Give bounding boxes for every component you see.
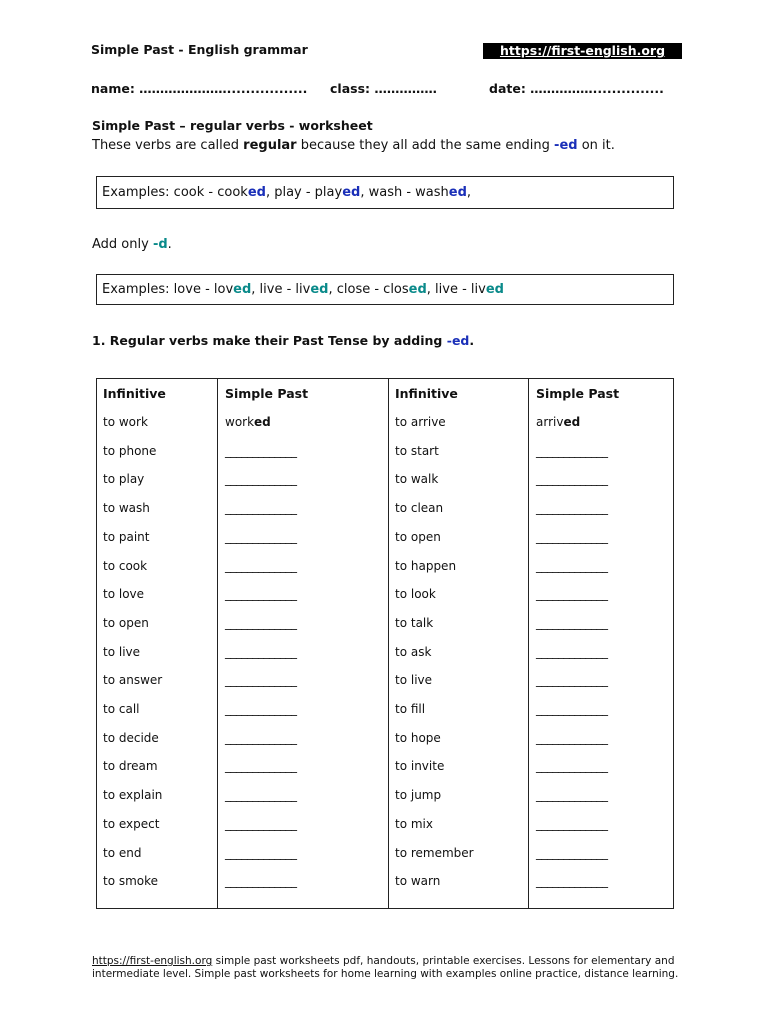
left-infinitive: to wash: [103, 501, 150, 516]
column-divider: [528, 379, 529, 908]
name-field: name: ………………….................: [91, 81, 308, 96]
left-answer-blank[interactable]: _____________: [225, 702, 297, 716]
right-simple-past-example: [536, 415, 580, 429]
example-suffix: ed: [563, 415, 581, 429]
exercise-title: [92, 333, 474, 348]
example-text: Examples: cook - cook: [102, 185, 248, 200]
example-text: , live - liv: [251, 282, 311, 297]
add-only-end: .: [167, 237, 172, 252]
left-infinitive: to explain: [103, 788, 163, 803]
right-infinitive: to fill: [395, 702, 426, 716]
right-infinitive: to happen: [395, 558, 457, 573]
example-text: ,: [466, 185, 472, 200]
left-answer-blank[interactable]: _____________: [225, 759, 297, 774]
right-infinitive: to clean: [395, 501, 444, 516]
example-suffix: ed: [448, 185, 467, 200]
right-infinitive: to walk: [395, 472, 439, 487]
left-answer-blank[interactable]: _____________: [225, 587, 297, 602]
header-simple-past: Simple Past: [225, 386, 309, 401]
section-title: Simple Past – regular verbs - worksheet: [92, 118, 373, 133]
column-divider: [388, 379, 389, 908]
example-stem: work: [225, 415, 255, 429]
left-infinitive: to love: [103, 587, 145, 602]
left-infinitive: to smoke: [103, 874, 159, 889]
example-text: , play - play: [265, 185, 343, 200]
date-field: date: ……………...............: [489, 81, 664, 96]
right-infinitive: to open: [395, 529, 441, 544]
example-suffix: ed: [342, 185, 361, 200]
left-answer-blank[interactable]: _____________: [225, 788, 297, 803]
exercise-title-end: .: [469, 333, 475, 348]
left-infinitive: to cook: [103, 558, 148, 573]
intro-bold-word: regular: [243, 138, 297, 153]
right-answer-blank[interactable]: _____________: [536, 874, 608, 889]
left-infinitive: to phone: [103, 443, 157, 458]
right-answer-blank[interactable]: _____________: [536, 558, 608, 573]
example-suffix: ed: [408, 282, 427, 297]
right-answer-blank[interactable]: _____________: [536, 816, 608, 831]
exercise-title-text: 1. Regular verbs make their Past Tense by adding: [92, 333, 447, 348]
left-infinitive: to call: [103, 702, 140, 716]
example-text: Examples: love - lov: [102, 282, 234, 297]
right-infinitive: to hope: [395, 730, 441, 745]
left-answer-blank[interactable]: _____________: [225, 472, 297, 487]
exercise-title-ending: -ed: [446, 333, 470, 348]
header-infinitive: Infinitive: [103, 386, 166, 401]
example-suffix: ed: [233, 282, 252, 297]
left-infinitive: to dream: [103, 759, 158, 774]
example-text: , wash - wash: [360, 185, 449, 200]
left-infinitive: to end: [103, 845, 142, 860]
example-suffix: ed: [247, 185, 266, 200]
right-infinitive: to remember: [395, 845, 474, 860]
right-answer-blank[interactable]: _____________: [536, 759, 608, 774]
right-infinitive: to jump: [395, 788, 442, 803]
right-infinitive: to arrive: [395, 415, 446, 429]
page-title: Simple Past - English grammar: [91, 42, 308, 57]
right-infinitive: to mix: [395, 816, 433, 831]
left-infinitive: to live: [103, 644, 141, 659]
example-text: , close - clos: [328, 282, 409, 297]
example-suffix: ed: [485, 282, 504, 297]
footer-link[interactable]: https://first-english.org: [92, 955, 213, 967]
add-only-ending: -d: [152, 237, 168, 252]
left-answer-blank[interactable]: _____________: [225, 816, 297, 831]
right-infinitive: to ask: [395, 644, 432, 659]
class-field: class: ……………: [330, 81, 437, 96]
intro-ending: -ed: [554, 138, 578, 153]
right-answer-blank[interactable]: _____________: [536, 472, 608, 487]
right-infinitive: to warn: [395, 874, 441, 889]
example-suffix: ed: [254, 415, 271, 429]
left-answer-blank[interactable]: _____________: [225, 644, 297, 659]
site-url-text[interactable]: https://first-english.org: [499, 43, 666, 58]
left-simple-past-example: [225, 415, 271, 429]
left-answer-blank[interactable]: _____________: [225, 874, 297, 889]
example-text: , live - liv: [426, 282, 486, 297]
right-infinitive: to talk: [395, 615, 434, 630]
left-answer-blank[interactable]: _____________: [225, 845, 297, 860]
right-answer-blank[interactable]: _____________: [536, 673, 608, 688]
left-infinitive: to paint: [103, 529, 150, 544]
column-divider: [217, 379, 218, 908]
left-infinitive: to play: [103, 472, 145, 487]
right-answer-blank[interactable]: _____________: [536, 845, 608, 860]
footer-note: [92, 955, 682, 981]
header-simple-past: Simple Past: [536, 386, 620, 401]
right-infinitive: to look: [395, 587, 436, 602]
right-answer-blank[interactable]: _____________: [536, 587, 608, 602]
examples-box-d: [96, 274, 674, 305]
header-infinitive: Infinitive: [395, 386, 458, 401]
examples-box-regular: [96, 176, 674, 209]
left-answer-blank[interactable]: _____________: [225, 558, 297, 573]
right-answer-blank[interactable]: _____________: [536, 529, 608, 544]
add-only-note: [92, 237, 172, 252]
left-answer-blank[interactable]: _____________: [225, 730, 297, 745]
left-infinitive: to decide: [103, 730, 159, 745]
right-answer-blank[interactable]: _____________: [536, 644, 608, 659]
left-infinitive: to expect: [103, 816, 160, 831]
verb-table: [96, 378, 674, 909]
right-infinitive: to live: [395, 673, 433, 688]
intro-text: These verbs are called: [92, 138, 244, 153]
left-answer-blank[interactable]: _____________: [225, 443, 297, 458]
add-only-text: Add only: [92, 237, 153, 252]
intro-text-mid: because they all add the same ending: [296, 138, 555, 153]
right-answer-blank[interactable]: _____________: [536, 730, 608, 745]
right-answer-blank[interactable]: _____________: [536, 702, 608, 716]
left-infinitive: to open: [103, 615, 149, 630]
left-infinitive: to answer: [103, 673, 163, 688]
right-infinitive: to start: [395, 443, 439, 458]
left-answer-blank[interactable]: _____________: [225, 529, 297, 544]
left-answer-blank[interactable]: _____________: [225, 615, 297, 630]
intro-paragraph: [92, 138, 615, 153]
footer-text: simple past worksheets pdf, handouts, printable exercises. Lessons for elementary and intermediate level. Simple past worksheets for home learning with examples online practice, distance learning.: [92, 955, 679, 980]
left-infinitive: to work: [103, 415, 148, 429]
example-stem: arriv: [536, 415, 564, 429]
right-answer-blank[interactable]: _____________: [536, 501, 608, 516]
right-answer-blank[interactable]: _____________: [536, 615, 608, 630]
intro-text-end: on it.: [577, 138, 615, 153]
right-answer-blank[interactable]: _____________: [536, 788, 608, 803]
site-url-link[interactable]: [483, 43, 682, 59]
right-infinitive: to invite: [395, 759, 445, 774]
left-answer-blank[interactable]: _____________: [225, 673, 297, 688]
left-answer-blank[interactable]: _____________: [225, 501, 297, 516]
example-suffix: ed: [310, 282, 329, 297]
right-answer-blank[interactable]: _____________: [536, 443, 608, 458]
